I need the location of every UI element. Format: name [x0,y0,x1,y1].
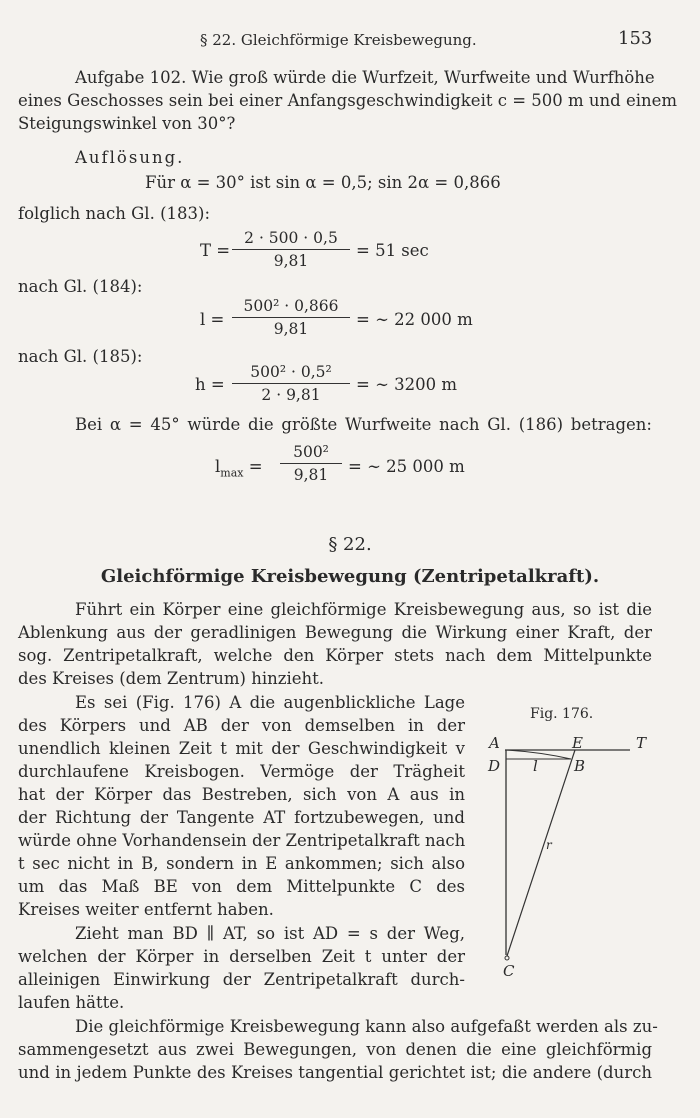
text-line: Ablenkung aus der geradlinigen Bewegung die Wirkung einer Kraft, der [18,623,652,642]
text-line: Zieht man BD ∥ AT, so ist AD = s der Weg, [75,924,465,943]
text-line: welchen der Körper in derselben Zeit t unter der [18,947,465,966]
text-line: Aufgabe 102. Wie groß würde die Wurfzeit, Wurfweite und Wurfhöhe [75,68,655,87]
equation-ref: nach Gl. (185): [18,347,143,366]
figure-caption: Fig. 176. [530,706,594,722]
text-line: und in jedem Punkte des Kreises tangential gerichtet ist; die andere (durch [18,1063,652,1082]
eq-lhs: l = [200,310,225,329]
label-A: A [489,734,500,752]
denominator: 9,81 [293,466,329,484]
label-D: D [488,757,501,775]
page-number: 153 [618,28,653,49]
lhs-symbol: l [215,457,221,476]
equation-ref: folglich nach Gl. (183): [18,204,210,223]
text-line: Kreises weiter entfernt haben. [18,900,274,919]
label-C: C [503,962,515,980]
label-l: l [533,757,538,775]
numerator: 500² · 0,866 [243,297,339,315]
text-line: eines Geschosses sein bei einer Anfangsgeschwindigkeit c = 500 m und einem [18,91,678,110]
center-point-C [505,956,509,960]
eq-rhs: = 51 sec [356,241,429,260]
equals: = [248,457,263,476]
text-line: laufen hätte. [18,993,125,1012]
label-T: T [636,734,647,752]
text-line: des Körpers und AB der von demselben in der [18,716,465,735]
text-line: Die gleichförmige Kreisbewegung kann also aufgefaßt werden als zu- [75,1017,658,1036]
text-line: sammengesetzt aus zwei Bewegungen, von denen die eine gleichförmig [18,1040,652,1059]
text-line: Steigungswinkel von 30°? [18,114,236,133]
section-title: Gleichförmige Kreisbewegung (Zentripetalkraft). [100,566,600,587]
line-EBC-radius [507,750,575,956]
text-line: um das Maß BE von dem Mittelpunkte C des [18,877,465,896]
numerator: 2 · 500 · 0,5 [244,229,338,247]
denominator: 2 · 9,81 [261,386,321,404]
label-B: B [574,757,586,775]
denominator: 9,81 [273,320,309,338]
denominator: 9,81 [273,252,309,270]
text-line: durchlaufene Kreisbogen. Vermöge der Trägheit [18,762,465,781]
arc-AB [506,750,571,759]
eq-rhs: = ∼ 25 000 m [348,457,465,476]
eq-rhs: = ∼ 22 000 m [356,310,473,329]
eq-lhs: h = [195,375,225,394]
eq-lhs: T = [200,241,231,260]
label-E: E [572,734,583,752]
numerator: 500² · 0,5² [250,363,332,381]
equation-ref: nach Gl. (184): [18,277,143,296]
text-line: würde ohne Vorhandensein der Zentripetalkraft nach [18,831,466,850]
text-line: des Kreises (dem Zentrum) hinzieht. [18,669,324,688]
text-line: hat der Körper das Bestreben, sich von A aus in [18,785,465,804]
text-line: t sec nicht in B, sondern in E ankommen; sich also [18,854,465,873]
section-number: § 22. [328,534,372,555]
given-values: Für α = 30° ist sin α = 0,5; sin 2α = 0,866 [145,173,501,192]
text-line: alleinigen Einwirkung der Zentripetalkraft durch- [18,970,465,989]
label-r: r [546,838,552,852]
header-title: § 22. Gleichförmige Kreisbewegung. [200,31,477,49]
lhs-subscript: max [220,466,244,480]
text-line: sog. Zentripetalkraft, welche den Körper stets nach dem Mittelpunkte [18,646,652,665]
eq-rhs: = ∼ 3200 m [356,375,458,394]
conclusion-text: Bei α = 45° würde die größte Wurfweite nach Gl. (186) betragen: [75,415,652,434]
text-line: Führt ein Körper eine gleichförmige Kreisbewegung aus, so ist die [75,600,652,619]
text-line: der Richtung der Tangente AT fortzubewegen, und [18,808,465,827]
text-line: Es sei (Fig. 176) A die augenblickliche Lage [75,693,465,712]
numerator: 500² [293,443,329,461]
text-line: unendlich kleinen Zeit t mit der Geschwindigkeit v [18,739,465,758]
solution-label: Auflösung. [75,148,185,167]
